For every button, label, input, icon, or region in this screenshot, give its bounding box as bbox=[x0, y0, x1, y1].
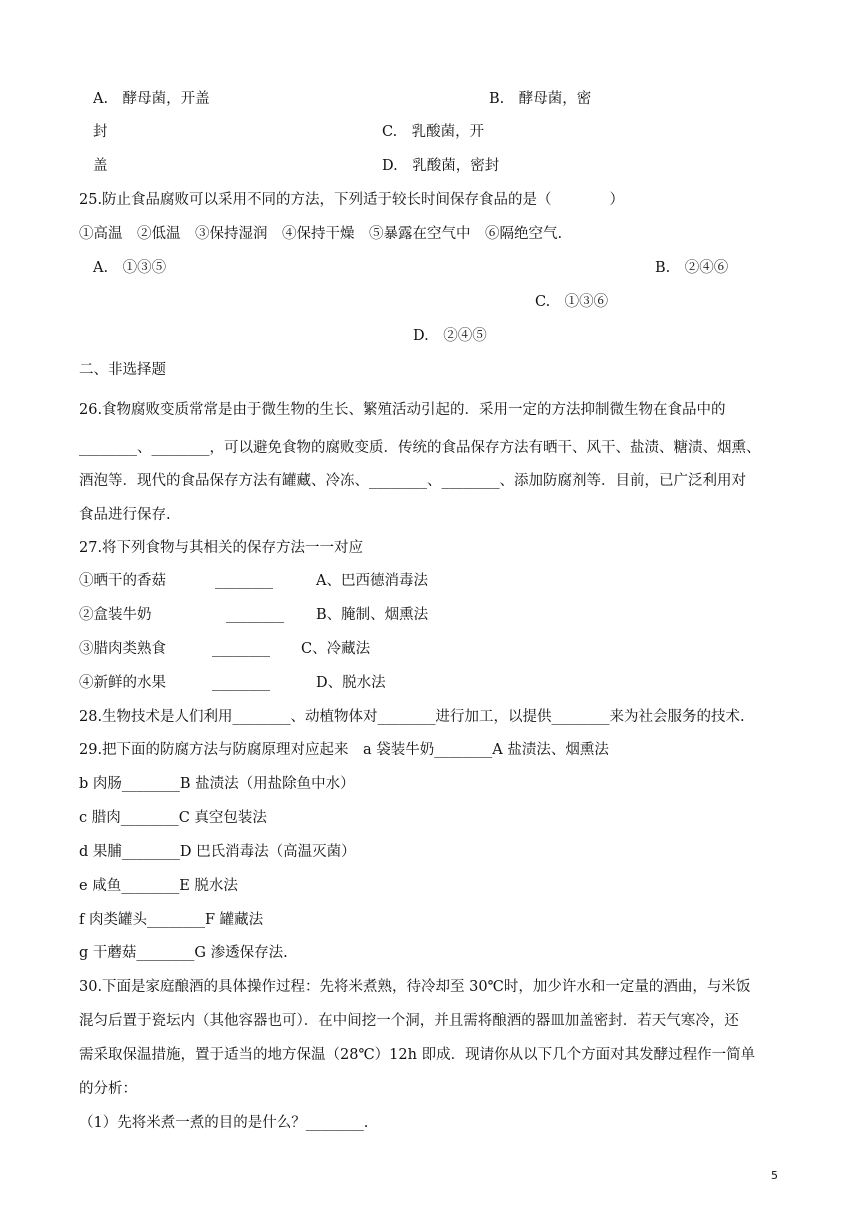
option-a: A. 酵母菌，开盖 bbox=[93, 91, 210, 107]
q29-line-f: f 肉类罐头________F 罐藏法 bbox=[79, 912, 264, 928]
q26-line-3: 酒泡等．现代的食品保存方法有罐藏、冷冻、________、________、添加防腐剂等．目前，已广泛利用对 bbox=[79, 473, 746, 489]
q27-method-3: C、冷藏法 bbox=[301, 641, 371, 657]
option-b-continued: 封 bbox=[93, 124, 108, 140]
q27-method-4: D、脱水法 bbox=[316, 675, 386, 691]
section-heading: 二、非选择题 bbox=[79, 362, 166, 378]
q25-option-d: D. ②④⑤ bbox=[413, 328, 487, 344]
q27-method-2: B、腌制、烟熏法 bbox=[316, 607, 429, 623]
q28-text: 28.生物技术是人们利用________、动植物体对________进行加工，以提供________来为社会服务的技术. bbox=[79, 709, 745, 725]
option-c: C. 乳酸菌，开 bbox=[382, 124, 485, 140]
q25-option-a: A. ①③⑤ bbox=[93, 260, 167, 276]
q25-option-c: C. ①③⑥ bbox=[535, 294, 609, 310]
q29-line-c: c 腊肉________C 真空包装法 bbox=[79, 810, 267, 826]
q27-food-1: ①晒干的香菇 bbox=[79, 573, 166, 589]
q27-food-3: ③腊肉类熟食 bbox=[79, 641, 166, 657]
q26-line-4: 食品进行保存. bbox=[79, 507, 171, 523]
q27-food-4: ④新鲜的水果 bbox=[79, 675, 166, 691]
q30-sub-question-1: （1）先将米煮一煮的目的是什么？________. bbox=[79, 1115, 369, 1131]
option-d: D. 乳酸菌，密封 bbox=[382, 158, 500, 174]
q29-line-e: e 咸鱼________E 脱水法 bbox=[79, 878, 238, 894]
q30-line-1: 30.下面是家庭酿酒的具体操作过程：先将米煮熟，待冷却至 30℃时，加少许水和一定量的酒曲，与米饭 bbox=[79, 979, 751, 995]
q25-option-b: B. ②④⑥ bbox=[655, 260, 729, 276]
q27-blank-4: ________ bbox=[212, 675, 270, 691]
q27-method-1: A、巴西德消毒法 bbox=[316, 573, 428, 589]
q30-line-2: 混匀后置于瓷坛内（其他容器也可）．在中间挖一个洞，并且需将酿酒的器皿加盖密封．若天气寒冷，还 bbox=[79, 1013, 739, 1029]
q25-stem: 25.防止食品腐败可以采用不同的方法，下列适于较长时间保存食品的是（ ） bbox=[79, 192, 625, 208]
q30-line-4: 的分析： bbox=[79, 1081, 137, 1097]
q27-blank-3: ________ bbox=[212, 641, 270, 657]
q30-line-3: 需采取保温措施，置于适当的地方保温（28℃）12h 即成．现请你从以下几个方面对其发酵过程作一简单 bbox=[79, 1047, 756, 1063]
q25-items: ①高温 ②低温 ③保持湿润 ④保持干燥 ⑤暴露在空气中 ⑥隔绝空气. bbox=[79, 226, 563, 242]
q29-line-b: b 肉肠________B 盐渍法（用盐除鱼中水） bbox=[79, 776, 355, 792]
q26-line-1: 26.食物腐败变质常常是由于微生物的生长、繁殖活动引起的．采用一定的方法抑制微生物在食品中的 bbox=[79, 402, 726, 418]
page-number: 5 bbox=[771, 1169, 778, 1182]
q26-line-2: ________、________，可以避免食物的腐败变质．传统的食品保存方法有晒干、风干、盐渍、糖渍、烟熏、 bbox=[79, 440, 761, 456]
q27-blank-2: ________ bbox=[226, 607, 284, 623]
q29-stem: 29.把下面的防腐方法与防腐原理对应起来 a 袋装牛奶________A 盐渍法、烟熏法 bbox=[79, 742, 609, 758]
option-b: B. 酵母菌，密 bbox=[489, 91, 592, 107]
option-c-continued: 盖 bbox=[93, 158, 108, 174]
q27-food-2: ②盒装牛奶 bbox=[79, 607, 152, 623]
q29-line-d: d 果脯________D 巴氏消毒法（高温灭菌） bbox=[79, 844, 356, 860]
q27-blank-1: ________ bbox=[215, 573, 273, 589]
q29-line-g: g 干蘑菇________G 渗透保存法. bbox=[79, 945, 288, 961]
q27-stem: 27.将下列食物与其相关的保存方法一一对应 bbox=[79, 540, 364, 556]
